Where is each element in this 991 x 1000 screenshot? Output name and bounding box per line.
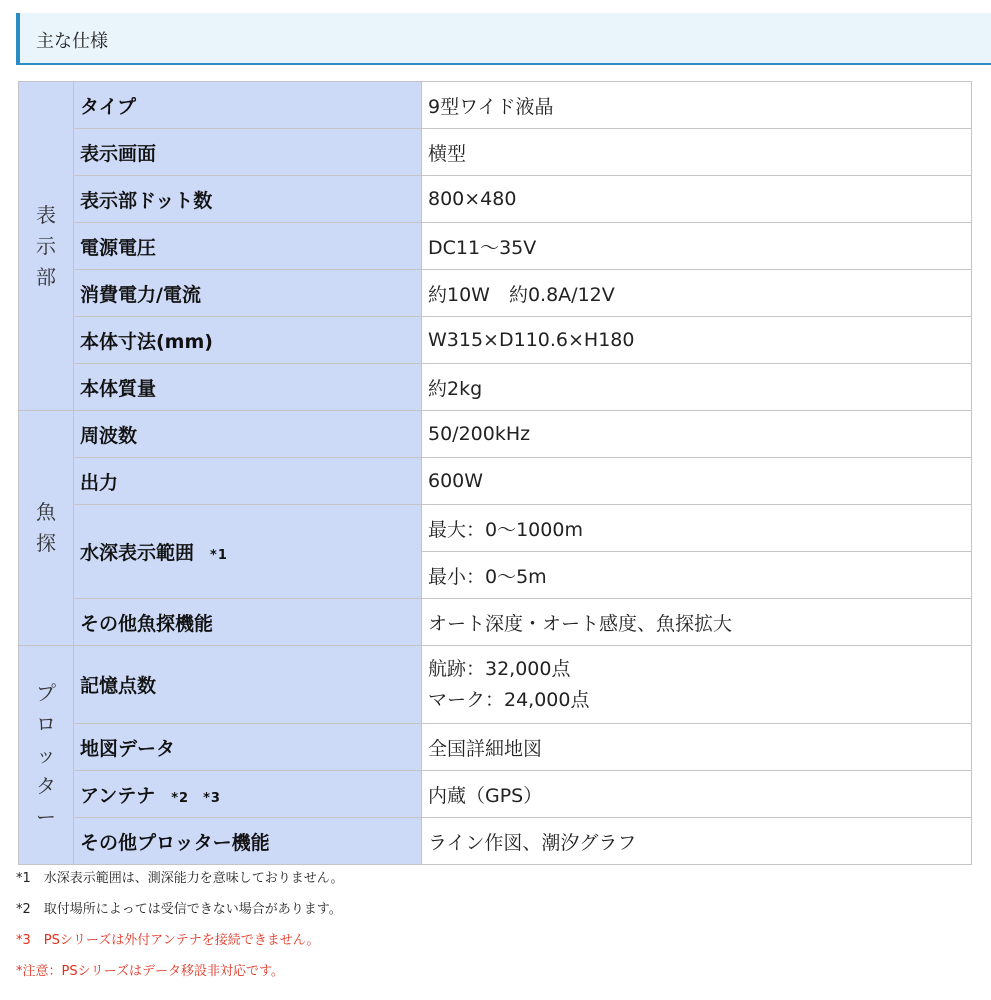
group-display: 表示部 <box>19 82 74 411</box>
spec-table <box>18 81 972 865</box>
row-label-screen: 表示画面 <box>74 129 422 176</box>
table-row <box>19 818 972 865</box>
group-fish: 魚探 <box>19 411 74 646</box>
depth-note-mark: *1 <box>210 548 228 563</box>
memory-mark-value: マーク：24,000点 <box>428 688 590 711</box>
section-heading <box>16 13 991 65</box>
depth-label-text: 水深表示範囲 <box>80 542 195 564</box>
row-value-map: 全国詳細地図 <box>422 724 972 771</box>
table-row <box>19 724 972 771</box>
table-row <box>19 458 972 505</box>
row-value-weight: 約2kg <box>422 364 972 411</box>
row-label-type: タイプ <box>74 82 422 129</box>
group-plotter: プロッター <box>19 646 74 865</box>
row-label-antenna <box>74 771 422 818</box>
table-row <box>19 411 972 458</box>
row-value-fish-other: オート深度・オート感度、魚探拡大 <box>422 599 972 646</box>
row-value-voltage: DC11～35V <box>422 223 972 270</box>
table-row <box>19 771 972 818</box>
row-value-size: W315×D110.6×H180 <box>422 317 972 364</box>
table-row <box>19 223 972 270</box>
row-label-dots: 表示部ドット数 <box>74 176 422 223</box>
row-label-map: 地図データ <box>74 724 422 771</box>
caution-note: *注意：PSシリーズはデータ移設非対応です。 <box>16 964 284 979</box>
table-row <box>19 599 972 646</box>
memory-track-value: 航跡：32,000点 <box>428 657 571 680</box>
row-value-depth-max: 最大：0～1000m <box>422 505 972 552</box>
antenna-note-mark: *2 *3 <box>171 790 221 806</box>
table-row <box>19 505 972 552</box>
row-value-freq: 50/200kHz <box>422 411 972 458</box>
table-row <box>19 270 972 317</box>
row-value-depth-min: 最小：0～5m <box>422 552 972 599</box>
row-value-plotter-other: ライン作図、潮汐グラフ <box>422 818 972 865</box>
row-label-voltage: 電源電圧 <box>74 223 422 270</box>
table-row <box>19 364 972 411</box>
section-title: 主な仕様 <box>36 31 108 52</box>
table-row <box>19 317 972 364</box>
row-label-fish-other: その他魚探機能 <box>74 599 422 646</box>
footnote-2: *2 取付場所によっては受信できない場合があります。 <box>16 902 342 917</box>
row-label-freq: 周波数 <box>74 411 422 458</box>
row-label-size: 本体寸法(mm) <box>74 317 422 364</box>
row-value-output: 600W <box>422 458 972 505</box>
row-value-screen: 横型 <box>422 129 972 176</box>
row-label-weight: 本体質量 <box>74 364 422 411</box>
row-value-type: 9型ワイド液晶 <box>422 82 972 129</box>
antenna-label-text: アンテナ <box>80 784 156 807</box>
row-value-dots: 800×480 <box>422 176 972 223</box>
row-label-output: 出力 <box>74 458 422 505</box>
table-row <box>19 176 972 223</box>
row-value-power: 約10W 約0.8A/12V <box>422 270 972 317</box>
row-value-memory <box>422 646 972 724</box>
table-row <box>19 82 972 129</box>
row-label-power: 消費電力/電流 <box>74 270 422 317</box>
row-label-depth <box>74 505 422 599</box>
table-row <box>19 129 972 176</box>
footnotes <box>16 868 976 992</box>
row-label-memory: 記憶点数 <box>74 646 422 724</box>
footnote-3: *3 PSシリーズは外付アンテナを接続できません。 <box>16 933 320 948</box>
row-value-antenna: 内蔵（GPS） <box>422 771 972 818</box>
row-label-plotter-other: その他プロッター機能 <box>74 818 422 865</box>
footnote-1: *1 水深表示範囲は、測深能力を意味しておりません。 <box>16 871 344 886</box>
table-row <box>19 646 972 724</box>
